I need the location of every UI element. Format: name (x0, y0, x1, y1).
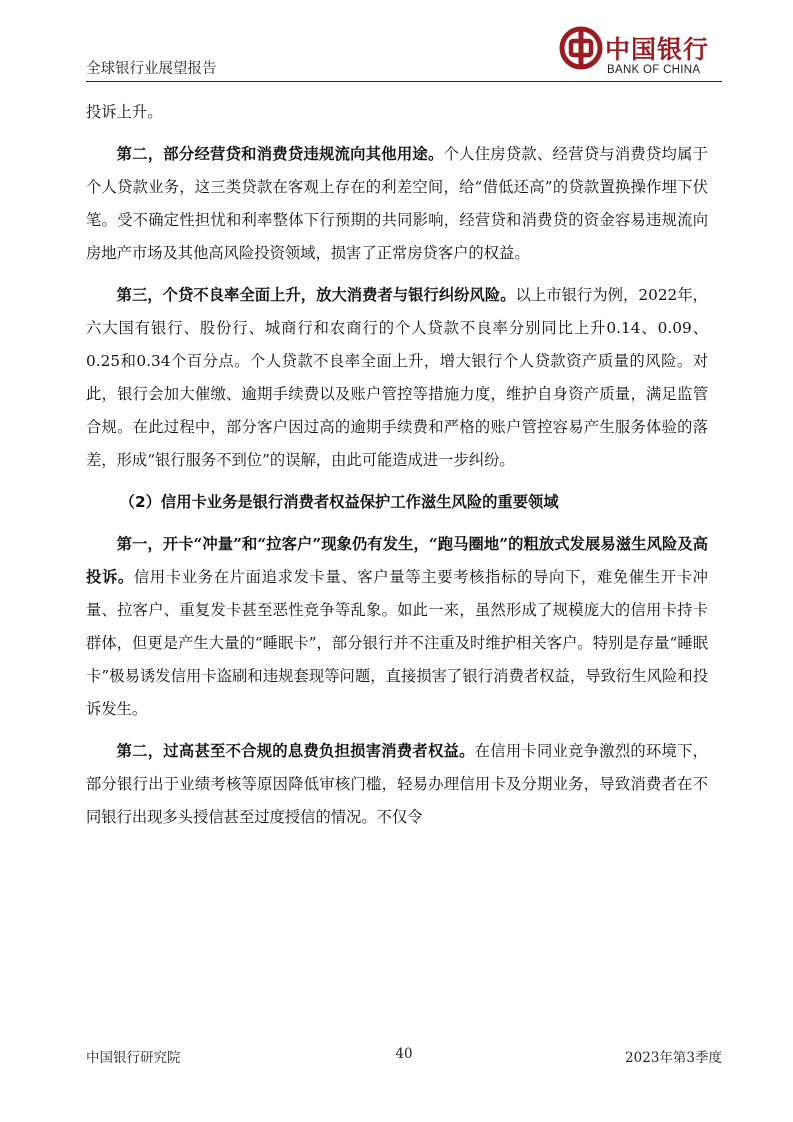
paragraph-text: 投诉上升。 (86, 103, 163, 121)
paragraph-loan-misuse (86, 138, 708, 270)
page-body (86, 96, 708, 834)
paragraph-text: 个人住房贷款、经营贷与消费贷均属于个人贷款业务，这三类贷款在客观上存在的利差空间，给“借低还高”的贷款置换操作埋下伏笔。受不确定性担忧和利率整体下行预期的共同影响，经营贷和消费贷的资金容易违规流向房地产市场及其他高风险投资领域，损害了正常房贷客户的权益。 (86, 145, 708, 262)
paragraph-lead: 第一，开卡“冲量”和“拉客户”现象仍有发生，“跑马圈地”的粗放式发展易滋生风险及高投诉。 (86, 535, 708, 586)
page-number: 40 (395, 1046, 413, 1062)
paragraph-card-issuance (86, 528, 708, 726)
paragraph-fee-burden (86, 735, 708, 834)
report-title: 全球银行业展望报告 (86, 61, 217, 77)
paragraph-npl-rise (86, 279, 708, 477)
paragraph-text: 在信用卡同业竞争激烈的环境下，部分银行出于业绩考核等原因降低审核门槛，轻易办理信用卡及分期业务，导致消费者在不同银行出现多头授信甚至过度授信的情况。不仅令 (86, 742, 708, 826)
footer-period: 2023年第3季度 (625, 1050, 722, 1066)
paragraph-continuation (86, 96, 708, 129)
paragraph-lead: 第二，部分经营贷和消费贷违规流向其他用途。 (116, 145, 444, 163)
bank-of-china-emblem-icon (559, 26, 603, 70)
paragraph-text: 信用卡业务在片面追求发卡量、客户量等主要考核指标的导向下，难免催生开卡冲量、拉客户、重复发卡甚至恶性竞争等乱象。如此一来，虽然形成了规模庞大的信用卡持卡群体，但更是产生大量的“睡眠卡”，部分银行并不注重及时维护相关客户。特别是存量“睡眠卡”极易诱发信用卡盗刷和违规套现等问题，直接损害了银行消费者权益，导致衍生风险和投诉发生。 (86, 568, 708, 718)
logo-chinese-name: 中国银行 (605, 35, 710, 64)
page-footer (86, 1046, 722, 1070)
section-subheading: （2）信用卡业务是银行消费者权益保护工作滋生风险的重要领域 (119, 493, 559, 511)
paragraph-text: 以上市银行为例，2022年，六大国有银行、股份行、城商行和农商行的个人贷款不良率分别同比上升0.14、0.09、0.25和0.34个百分点。个人贷款不良率全面上升，增大银行个人贷款资产质量的风险。对此，银行会加大催缴、逾期手续费以及账户管控等措施力度，维护自身资产质量，满足监管合规。在此过程中，部分客户因过高的逾期手续费和严格的账户管控容易产生服务体验的落差，形成“银行服务不到位”的误解，由此可能造成进一步纠纷。 (86, 286, 708, 469)
bank-of-china-logo (559, 26, 709, 80)
paragraph-lead: 第三，个贷不良率全面上升，放大消费者与银行纠纷风险。 (116, 286, 516, 304)
header-divider (86, 81, 722, 82)
logo-english-name: BANK OF CHINA (607, 64, 701, 76)
footer-institute: 中国银行研究院 (86, 1050, 181, 1066)
paragraph-lead: 第二，过高甚至不合规的息费负担损害消费者权益。 (116, 742, 475, 760)
